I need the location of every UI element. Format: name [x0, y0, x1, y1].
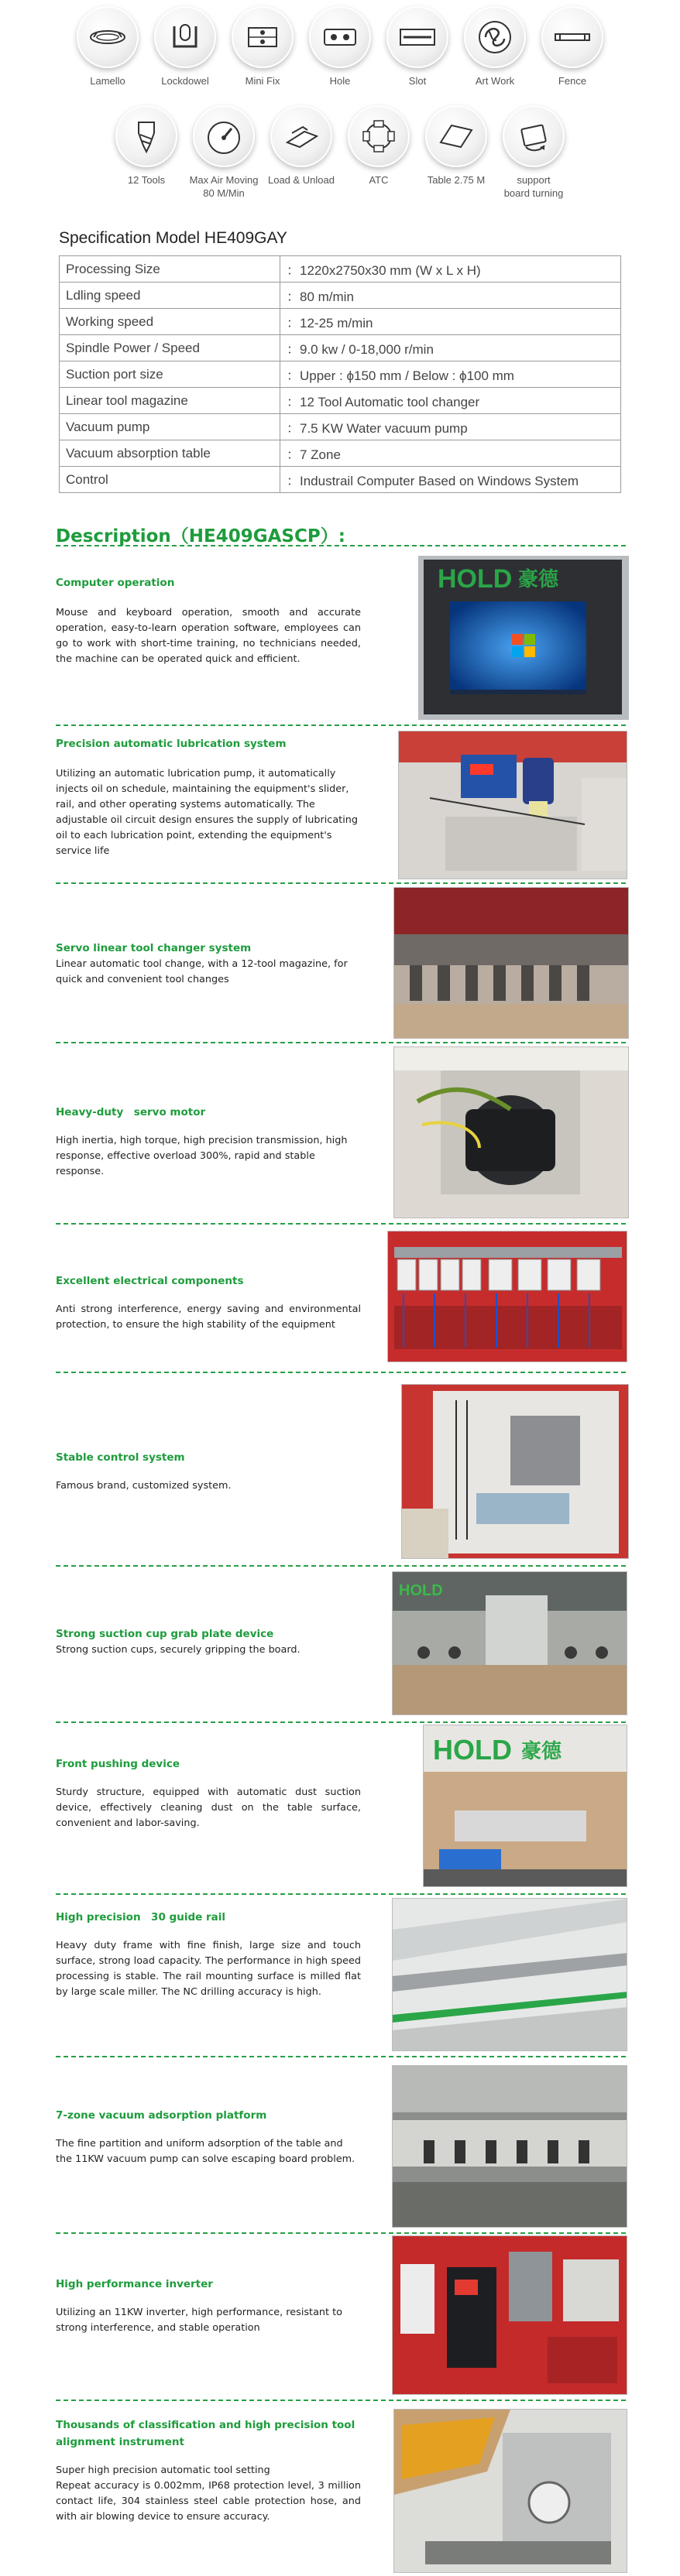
- divider: [56, 545, 626, 546]
- feature-art-work: [456, 6, 534, 87]
- servo-motor-photo: [393, 1046, 629, 1218]
- spec-key: Working speed: [60, 309, 280, 335]
- table-row: [60, 283, 621, 309]
- section-text: Mouse and keyboard operation, smooth and accurate operation, easy-to-learn operation software, employees can go to work with short-time training, no technicians needed, the machine can be operated quick and efficient.: [56, 607, 361, 665]
- control-system-photo: [401, 1384, 629, 1559]
- spec-value: ：1220x2750x30 mm (W x L x H): [280, 256, 621, 283]
- atc-icon: [359, 116, 399, 156]
- spec-table: [59, 255, 621, 493]
- feature-icons-row-2: [0, 105, 680, 200]
- spec-key: Linear tool magazine: [60, 388, 280, 414]
- section-text: Repeat accuracy is 0.002mm, IP68 protection level, 3 million contact life, 304 stainless steel cable protection hose, and with air blowing device to ensure accuracy.: [56, 2480, 361, 2523]
- spec-value: ：12 Tool Automatic tool changer: [280, 388, 621, 414]
- spec-title: Specification Model HE409GAY: [59, 229, 287, 247]
- feature-label: support board turning: [503, 174, 564, 199]
- section-title: Front pushing device: [56, 1758, 180, 1770]
- section-title: Thousands of classification and high precision tool alignment instrument: [56, 2419, 355, 2448]
- divider: [56, 2056, 626, 2057]
- feature-section-computer-operation: [56, 554, 626, 724]
- description-title: Description（HE409GASCP）:: [56, 526, 345, 546]
- brand-logo-text: HOLD: [438, 564, 513, 594]
- table-row: [60, 467, 621, 493]
- feature-max-air-moving: [185, 105, 263, 200]
- brand-logo-text: HOLD: [399, 1582, 443, 1599]
- feature-label: Lamello: [90, 75, 125, 87]
- tool-changer-photo: [393, 887, 629, 1039]
- spec-key: Spindle Power / Speed: [60, 335, 280, 361]
- spec-value: ：80 m/min: [280, 283, 621, 309]
- feature-label: Lockdowel: [161, 75, 209, 87]
- feature-label: Load & Unload: [267, 174, 335, 186]
- section-title: Computer operation: [56, 577, 175, 589]
- tool-bit-icon: [126, 116, 167, 156]
- feature-lamello: [69, 6, 146, 87]
- spec-value: ：Industrail Computer Based on Windows System: [280, 467, 621, 493]
- computer-screen-photo: [418, 556, 629, 720]
- feature-lockdowel: [146, 6, 224, 87]
- lockdowel-icon: [165, 17, 205, 57]
- section-title: Heavy-duty servo motor: [56, 1106, 206, 1118]
- inverter-photo: [392, 2235, 627, 2395]
- section-text: Heavy duty frame with fine finish, large size and touch surface, strong load capacity. The performance in high speed processing is stable. The rail mounting surface is milled flat by large scale miller. The NC drilling accuracy is high.: [56, 1940, 361, 1998]
- hole-icon: [320, 17, 360, 57]
- feature-icons-row-1: [0, 6, 680, 87]
- table-row: [60, 414, 621, 440]
- feature-label: Slot: [408, 75, 427, 87]
- spec-key: Ldling speed: [60, 283, 280, 309]
- feature-section-servo-motor: [56, 1046, 626, 1221]
- spec-key: Vacuum pump: [60, 414, 280, 440]
- spec-value: ：7.5 KW Water vacuum pump: [280, 414, 621, 440]
- section-text: High inertia, high torque, high precision transmission, high response, effective overload 300%, rapid and stable response.: [56, 1135, 348, 1177]
- brand-logo-text: HOLD: [433, 1734, 512, 1766]
- divider: [56, 1372, 626, 1373]
- spec-key: Control: [60, 467, 280, 493]
- speed-gauge-icon: [204, 116, 244, 156]
- guide-rail-photo: [392, 1898, 627, 2051]
- section-title: Excellent electrical components: [56, 1275, 244, 1287]
- feature-label: Art Work: [475, 75, 515, 87]
- feature-mini-fix: [224, 6, 301, 87]
- vacuum-table-photo: [392, 2065, 627, 2228]
- art-work-icon: [475, 17, 515, 57]
- feature-label: 12 Tools: [127, 174, 166, 186]
- feature-section-guide-rail: [56, 1898, 626, 2054]
- feature-load-unload: [263, 105, 340, 200]
- feature-label: Mini Fix: [245, 75, 280, 87]
- feature-section-control-system: [56, 1384, 626, 1564]
- feature-section-lubrication: [56, 731, 626, 882]
- feature-section-tool-setter: [56, 2409, 626, 2574]
- section-text: Sturdy structure, equipped with automatic dust suction device, effectively cleaning dust on the table surface, convenient and labor-saving.: [56, 1786, 361, 1829]
- divider: [56, 1565, 626, 1567]
- board-turning-icon: [513, 116, 554, 156]
- fence-icon: [552, 17, 592, 57]
- spec-value: ：7 Zone: [280, 440, 621, 467]
- feature-section-front-pushing: [56, 1725, 626, 1890]
- tool-setter-photo: [393, 2409, 627, 2573]
- feature-table: [417, 105, 495, 200]
- divider: [56, 2400, 626, 2401]
- section-text: Linear automatic tool change, with a 12-tool magazine, for quick and convenient tool changes: [56, 958, 348, 985]
- section-text: Strong suction cups, securely gripping the board.: [56, 1644, 301, 1656]
- section-text: Utilizing an 11KW inverter, high performance, resistant to strong interference, and stable operation: [56, 2307, 342, 2334]
- suction-cup-photo: [392, 1571, 627, 1715]
- feature-section-suction-cup: [56, 1571, 626, 1718]
- feature-section-electrical: [56, 1231, 626, 1365]
- lubrication-pump-photo: [398, 731, 627, 879]
- section-title: Precision automatic lubrication system: [56, 738, 287, 750]
- table-row: [60, 361, 621, 388]
- load-unload-icon: [281, 116, 321, 156]
- divider: [56, 724, 626, 726]
- feature-label: Hole: [329, 75, 351, 87]
- electrical-cabinet-photo: [387, 1231, 627, 1362]
- brand-logo-cn: 豪德: [521, 1740, 562, 1763]
- front-pushing-photo: [423, 1725, 627, 1887]
- section-text: Utilizing an automatic lubrication pump, it automatically injects oil on schedule, maintaining the equipment's slider, rail, and other operating systems automatically. The adjustable oil circuit design ensures the supply of lubricating oil to each lubrication point, extending the equipment's service life: [56, 768, 358, 857]
- mini-fix-icon: [242, 17, 283, 57]
- feature-atc: [340, 105, 417, 200]
- spec-key: Processing Size: [60, 256, 280, 283]
- feature-fence: [534, 6, 611, 87]
- divider: [56, 882, 626, 884]
- section-title: Servo linear tool changer system: [56, 942, 252, 954]
- feature-section-tool-changer: [56, 887, 626, 1039]
- section-title: Stable control system: [56, 1451, 185, 1464]
- feature-12-tools: [108, 105, 185, 200]
- spec-key: Vacuum absorption table: [60, 440, 280, 467]
- divider: [56, 1042, 626, 1043]
- feature-board-turning: [495, 105, 572, 200]
- feature-slot: [379, 6, 456, 87]
- spec-value: ：9.0 kw / 0-18,000 r/min: [280, 335, 621, 361]
- section-title: High performance inverter: [56, 2278, 213, 2290]
- table-row: [60, 309, 621, 335]
- section-text: The fine partition and uniform adsorption of the table and the 11KW vacuum pump can solve escaping board problem.: [56, 2138, 355, 2165]
- feature-label: ATC: [369, 174, 389, 186]
- section-text: Super high precision automatic tool setting: [56, 2465, 270, 2476]
- spec-value: ：Upper : ϕ150 mm / Below : ϕ100 mm: [280, 361, 621, 388]
- brand-logo-cn: 豪德: [518, 568, 559, 591]
- divider: [56, 1893, 626, 1895]
- divider: [56, 1721, 626, 1723]
- table-row: [60, 388, 621, 414]
- feature-section-vacuum-table: [56, 2065, 626, 2231]
- table-row: [60, 335, 621, 361]
- table-row: [60, 440, 621, 467]
- divider: [56, 1223, 626, 1225]
- spec-key: Suction port size: [60, 361, 280, 388]
- feature-label: Table 2.75 M: [427, 174, 486, 186]
- feature-label: Max Air Moving 80 M/Min: [189, 174, 259, 199]
- feature-hole: [301, 6, 379, 87]
- section-title: Strong suction cup grab plate device: [56, 1628, 274, 1640]
- feature-label: Fence: [558, 75, 587, 87]
- table-icon: [436, 116, 476, 156]
- section-text: Famous brand, customized system.: [56, 1480, 232, 1492]
- section-title: High precision 30 guide rail: [56, 1911, 225, 1923]
- divider: [56, 2232, 626, 2234]
- slot-icon: [397, 17, 438, 57]
- feature-section-inverter: [56, 2235, 626, 2398]
- table-row: [60, 256, 621, 283]
- lamello-icon: [88, 17, 128, 57]
- section-title: 7-zone vacuum adsorption platform: [56, 2109, 267, 2122]
- section-text: Anti strong interference, energy saving and environmental protection, to ensure the high stability of the equipment: [56, 1303, 361, 1331]
- spec-value: ：12-25 m/min: [280, 309, 621, 335]
